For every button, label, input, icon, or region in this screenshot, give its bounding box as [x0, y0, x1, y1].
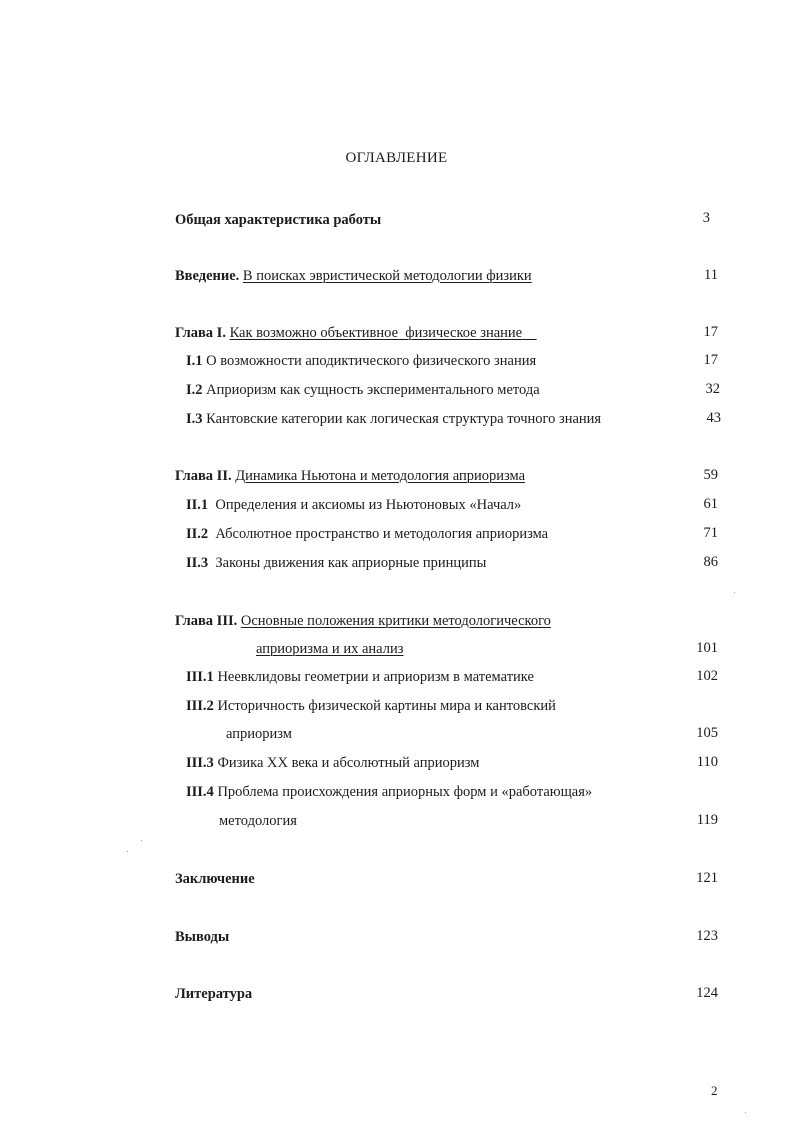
toc-intro-page: 11	[704, 267, 718, 283]
toc-intro-title: В поисках эвристической методологии физики	[242, 268, 532, 284]
toc-ch3-1	[186, 668, 534, 686]
toc-ch3-2-text-line2: априоризм	[226, 726, 292, 742]
toc-findings-label: Выводы	[175, 929, 230, 945]
toc-ch3-4-page: 119	[696, 812, 718, 828]
toc-literature-label: Литература	[175, 986, 253, 1002]
toc-findings-page: 123	[696, 928, 718, 944]
toc-ch1-1	[186, 352, 536, 370]
scan-speck	[127, 851, 128, 852]
scan-speck	[734, 592, 735, 593]
toc-ch1-3-page: 43	[706, 410, 721, 426]
toc-ch3-3-num: III.3	[186, 755, 214, 771]
toc-ch3-2-num: III.2	[186, 698, 214, 714]
toc-ch3-3-page: 110	[696, 754, 718, 770]
page-title: ОГЛАВЛЕНИЕ	[345, 150, 448, 166]
toc-ch1-3-num: I.3	[186, 411, 203, 427]
toc-intro	[175, 267, 532, 285]
toc-ch1-1-text: О возможности аподиктического физического знания	[206, 353, 537, 369]
toc-ch3-2-page: 105	[696, 725, 718, 741]
toc-ch2-1-text: Определения и аксиомы из Ньютоновых «Начал»	[215, 497, 522, 513]
toc-conclusion-label: Заключение	[175, 871, 255, 887]
toc-ch3-prefix: Глава III.	[175, 613, 238, 629]
toc-ch3-4-text-line2: методология	[219, 813, 297, 829]
page-number: 2	[711, 1083, 718, 1098]
toc-ch2-1	[186, 496, 521, 514]
scan-speck	[745, 1112, 746, 1113]
toc-ch3-3	[186, 754, 479, 772]
toc-ch1-prefix: Глава I.	[175, 325, 226, 341]
toc-ch2-3-num: II.3	[186, 555, 209, 571]
toc-literature-page: 124	[696, 985, 718, 1001]
toc-ch2-3	[186, 554, 486, 572]
toc-ch3-4	[186, 783, 592, 801]
scan-speck	[141, 840, 142, 841]
toc-ch2-page: 59	[703, 467, 718, 483]
toc-ch3-2-text-line1: Историчность физической картины мира и кантовский	[217, 698, 556, 714]
toc-general-label: Общая характеристика работы	[175, 212, 382, 228]
toc-ch3-2	[186, 697, 556, 715]
toc-ch1-2-page: 32	[705, 381, 720, 397]
toc-ch1-3-text: Кантовские категории как логическая структура точного знания	[206, 411, 602, 427]
toc-ch3-1-text: Неевклидовы геометрии и априоризм в математике	[217, 669, 534, 685]
toc-ch3-1-page: 102	[696, 668, 718, 684]
toc-ch2-1-num: II.1	[186, 497, 209, 513]
toc-ch3-title-line2: априоризма и их анализ	[256, 641, 404, 657]
toc-ch2	[175, 467, 525, 485]
toc-ch2-1-page: 61	[703, 496, 718, 512]
toc-intro-prefix: Введение.	[175, 268, 240, 284]
toc-ch2-2-page: 71	[703, 525, 718, 541]
toc-ch1-3	[186, 410, 601, 428]
toc-ch2-3-text: Законы движения как априорные принципы	[215, 555, 487, 571]
toc-ch3-1-num: III.1	[186, 669, 214, 685]
toc-ch3-4-text-line1: Проблема происхождения априорных форм и «работающая»	[217, 784, 593, 800]
toc-ch1-page: 17	[703, 324, 718, 340]
toc-ch2-2-num: II.2	[186, 526, 209, 542]
toc-ch3-title-line1: Основные положения критики методологического	[240, 613, 551, 629]
toc-conclusion-page: 121	[696, 870, 718, 886]
toc-general-page: 3	[702, 210, 710, 226]
toc-ch1-underline-tail	[522, 325, 537, 341]
toc-ch2-title: Динамика Ньютона и методология априоризма	[235, 468, 526, 484]
toc-ch3-page: 101	[696, 640, 718, 656]
toc-ch2-2-text: Абсолютное пространство и методология априоризма	[215, 526, 549, 542]
toc-ch1-1-num: I.1	[186, 353, 203, 369]
toc-ch1-2-text: Априоризм как сущность экспериментального метода	[206, 382, 540, 398]
toc-ch3-3-text: Физика XX века и абсолютный априоризм	[217, 755, 480, 771]
toc-ch2-3-page: 86	[703, 554, 718, 570]
toc-ch1	[175, 324, 537, 342]
toc-ch2-prefix: Глава II.	[175, 468, 232, 484]
toc-ch1-1-page: 17	[703, 352, 718, 368]
toc-ch1-title: Как возможно объективное физическое знание	[229, 325, 523, 341]
toc-ch1-2-num: I.2	[186, 382, 203, 398]
toc-ch3	[175, 612, 551, 630]
toc-ch2-2	[186, 525, 548, 543]
toc-ch3-4-num: III.4	[186, 784, 214, 800]
toc-ch1-2	[186, 381, 540, 399]
